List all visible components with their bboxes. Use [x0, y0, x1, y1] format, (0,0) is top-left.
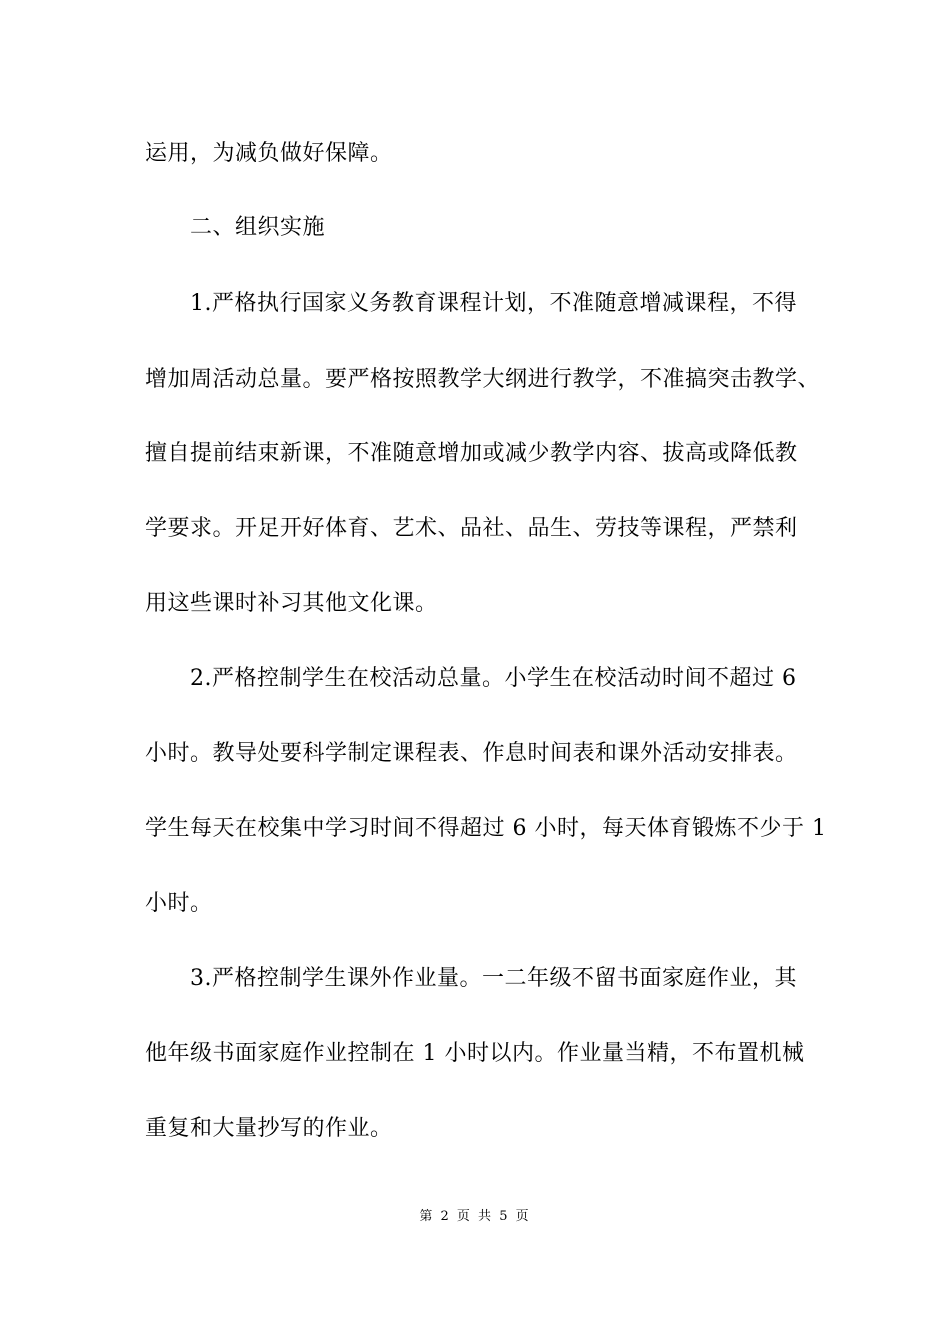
- paragraph-line: 重复和大量抄写的作业。: [145, 1116, 393, 1141]
- section-heading: 二、组织实施: [190, 215, 326, 240]
- paragraph-line: 学要求。开足开好体育、艺术、品社、品生、劳技等课程，严禁利: [145, 516, 798, 541]
- footer-prefix: 第: [419, 1209, 435, 1224]
- current-page-number: 2: [440, 1209, 451, 1224]
- paragraph-line: 小时。教导处要科学制定课程表、作息时间表和课外活动安排表。: [145, 741, 798, 766]
- paragraph-line: 2.严格控制学生在校活动总量。小学生在校活动时间不超过 6: [190, 666, 797, 691]
- paragraph-line: 增加周活动总量。要严格按照教学大纲进行教学，不准搞突击教学、: [145, 367, 821, 392]
- paragraph-line: 他年级书面家庭作业控制在 1 小时以内。作业量当精，不布置机械: [145, 1041, 805, 1066]
- paragraph-line: 擅自提前结束新课，不准随意增加或减少教学内容、拔高或降低教: [145, 441, 798, 466]
- footer-middle: 页 共: [456, 1209, 494, 1224]
- paragraph-line: 学生每天在校集中学习时间不得超过 6 小时，每天体育锻炼不少于 1: [145, 816, 827, 841]
- page-number-footer: [0, 1208, 950, 1226]
- total-page-number: 5: [499, 1209, 510, 1224]
- paragraph-line: 小时。: [145, 891, 213, 916]
- paragraph-line: 3.严格控制学生课外作业量。一二年级不留书面家庭作业，其: [190, 966, 797, 991]
- paragraph-line: 1.严格执行国家义务教育课程计划，不准随意增减课程，不得: [190, 291, 797, 316]
- paragraph-line: 运用，为减负做好保障。: [145, 141, 393, 166]
- footer-suffix: 页: [515, 1209, 531, 1224]
- paragraph-line: 用这些课时补习其他文化课。: [145, 591, 438, 616]
